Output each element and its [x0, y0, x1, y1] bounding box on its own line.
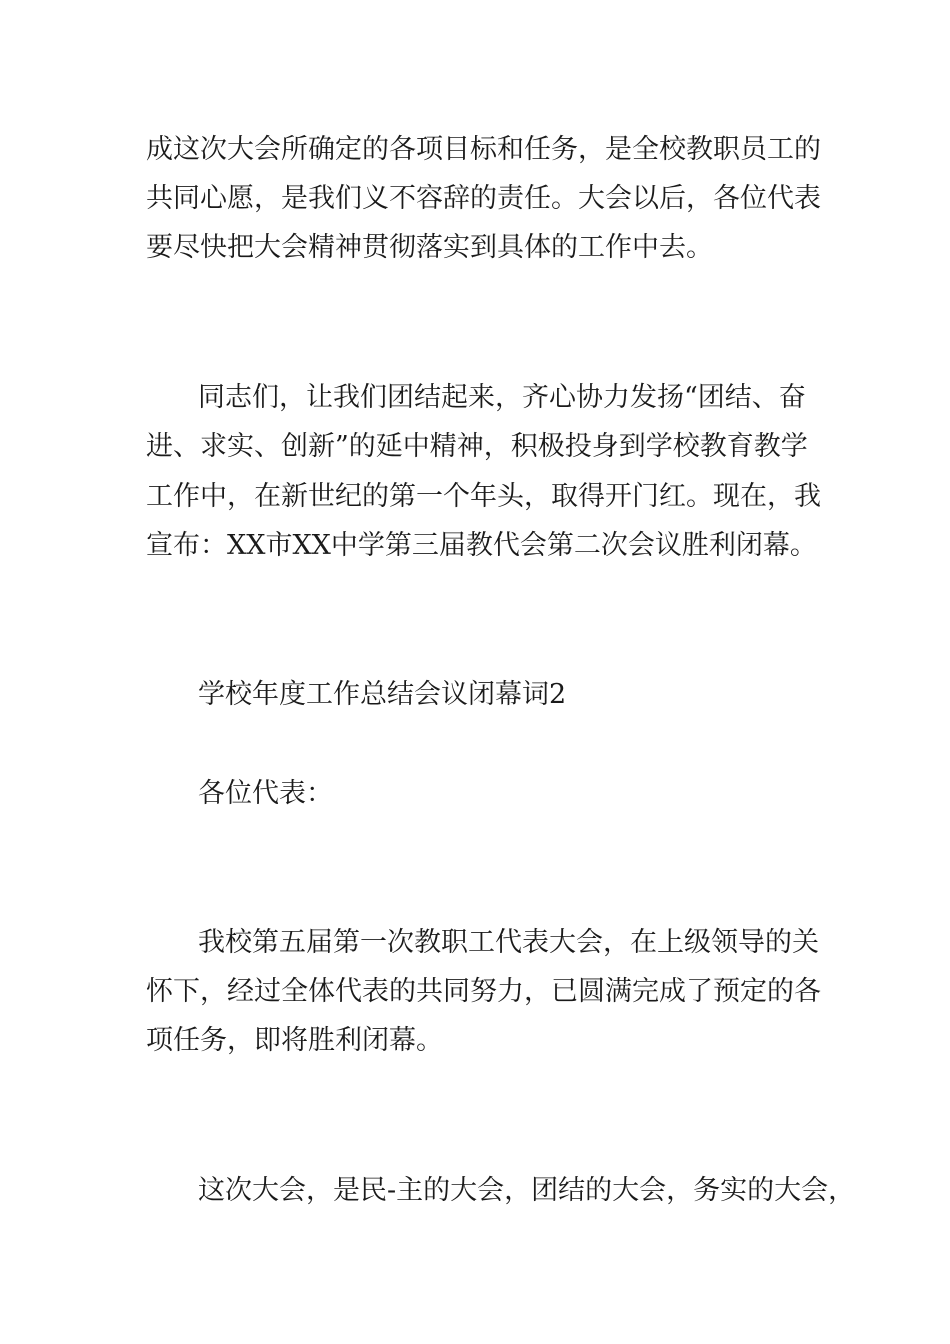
paragraph-line: 宣布：XX市XX中学第三届教代会第二次会议胜利闭幕。 — [146, 530, 817, 561]
section-heading: 学校年度工作总结会议闭幕词2 — [198, 679, 567, 710]
paragraph-line: 这次大会，是民-主的大会，团结的大会，务实的大会， — [198, 1175, 856, 1206]
paragraph-line: 要尽快把大会精神贯彻落实到具体的工作中去。 — [146, 232, 713, 263]
paragraph-line: 项任务，即将胜利闭幕。 — [146, 1025, 443, 1056]
salutation: 各位代表： — [198, 778, 333, 809]
paragraph-line: 怀下，经过全体代表的共同努力，已圆满完成了预定的各 — [146, 976, 821, 1007]
paragraph-line: 同志们，让我们团结起来，齐心协力发扬“团结、奋 — [198, 382, 806, 413]
paragraph-line: 工作中，在新世纪的第一个年头，取得开门红。现在，我 — [146, 481, 821, 512]
paragraph-line: 成这次大会所确定的各项目标和任务，是全校教职员工的 — [146, 134, 821, 165]
paragraph-line: 共同心愿，是我们义不容辞的责任。大会以后，各位代表 — [146, 183, 821, 214]
paragraph-line: 我校第五届第一次教职工代表大会，在上级领导的关 — [198, 927, 819, 958]
paragraph-line: 进、求实、创新”的延中精神，积极投身到学校教育教学 — [146, 431, 808, 462]
